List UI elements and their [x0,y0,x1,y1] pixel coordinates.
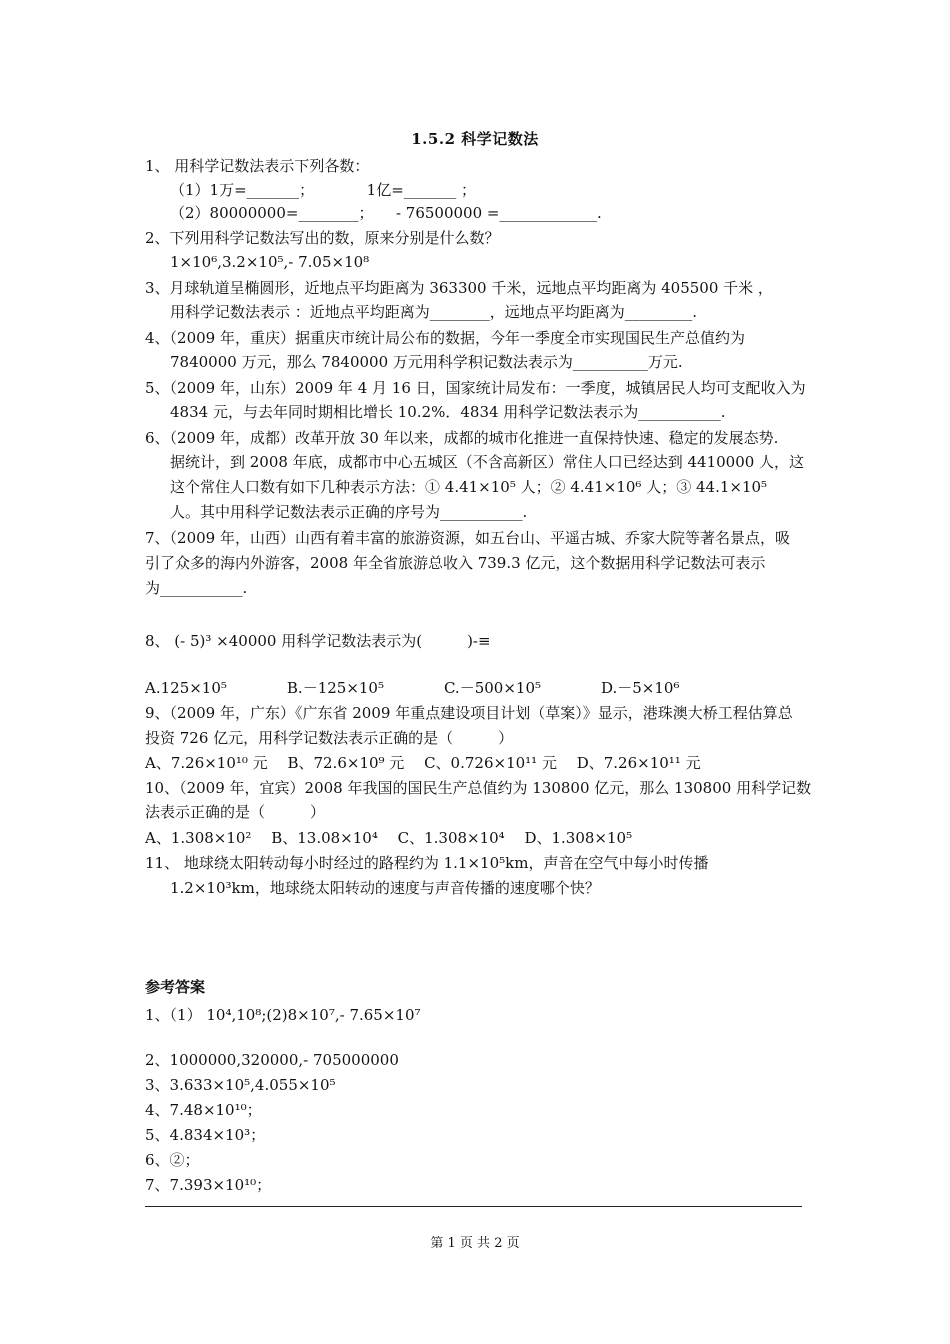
q8-options: A.125×10⁵ B.－125×10⁵ C.－500×10⁵ D.－5×10⁶ [145,679,680,697]
q1-part1: （1）1万=_______； 1亿=_______ ； [170,181,477,199]
answer-3: 3、3.633×10⁵,4.055×10⁵ [145,1076,336,1094]
page-footer: 第 1 页 共 2 页 [430,1236,520,1251]
page-title: 1.5.2 科学记数法 [411,130,539,148]
q1-stem: 1、 用科学记数法表示下列各数： [145,157,370,175]
q2-stem: 2、下列用科学记数法写出的数，原来分别是什么数？ [145,229,500,247]
q11-line2: 1.2×10³km，地球绕太阳转动的速度与声音传播的速度哪个快？ [170,879,600,897]
q7-line3: 为___________. [145,579,248,597]
q10-options: A、1.308×10² B、13.08×10⁴ C、1.308×10⁴ D、1.308×10⁵ [145,829,633,847]
q6-line3: 这个常住人口数有如下几种表示方法：① 4.41×10⁵ 人；② 4.41×10⁶ 人；③ 44.1×10⁵ [170,478,768,496]
q7-line1: 7、（2009 年，山西）山西有着丰富的旅游资源，如五台山、平遥古城、乔家大院等著名景点，吸 [145,529,790,547]
answer-4: 4、7.48×10¹⁰； [145,1101,262,1119]
q9-options: A、7.26×10¹⁰ 元 B、72.6×10⁹ 元 C、0.726×10¹¹ 元 D、7.26×10¹¹ 元 [145,754,701,772]
q9-line1: 9、（2009 年，广东）《广东省 2009 年重点建设项目计划（草案）》显示，港珠澳大桥工程估算总 [145,704,793,722]
q5-line1: 5、（2009 年，山东）2009 年 4 月 16 日，国家统计局发布：一季度，城镇居民人均可支配收入为 [145,379,806,397]
answers-heading: 参考答案 [145,978,206,996]
q8-stem: 8、 (- 5)³ ×40000 用科学记数法表示为( )-≡ [145,632,491,650]
answer-5: 5、4.834×10³； [145,1126,266,1144]
q6-line1: 6、（2009 年，成都）改革开放 30 年以来，成都的城市化推进一直保持快速、稳定的发展态势. [145,429,779,447]
answer-6: 6、②； [145,1151,200,1169]
footer-divider [145,1206,802,1207]
q3-line2: 用科学记数法表示 ：近地点平均距离为________，远地点平均距离为_________. [170,303,698,321]
answer-7: 7、7.393×10¹⁰； [145,1176,272,1194]
answer-2: 2、1000000,320000,- 705000000 [145,1051,399,1069]
q1-part2: （2）80000000=________； - 76500000 =_____________. [170,204,602,222]
q6-line2: 据统计，到 2008 年底，成都市中心五城区（不含高新区）常住人口已经达到 4410000 人，这 [170,453,805,471]
q9-line2: 投资 726 亿元，用科学记数法表示正确的是（ ） [145,729,514,747]
q10-line2: 法表示正确的是（ ） [145,803,326,821]
q7-line2: 引了众多的海内外游客，2008 年全省旅游总收入 739.3 亿元，这个数据用科学记数法可表示 [145,554,766,572]
q11-line1: 11、 地球绕太阳转动每小时经过的路程约为 1.1×10⁵km，声音在空气中每小时传播 [145,854,709,872]
q4-line2: 7840000 万元，那么 7840000 万元用科学积记数法表示为__________万元. [170,353,683,371]
q2-expression: 1×10⁶,3.2×10⁵,- 7.05×10⁸ [170,253,370,271]
q3-line1: 3、月球轨道呈椭圆形，近地点平均距离为 363300 千米，远地点平均距离为 405500 千米 ， [145,279,773,297]
q5-line2: 4834 元，与去年同时期相比增长 10.2%．4834 用科学记数法表示为___________. [170,403,726,421]
q4-line1: 4、（2009 年，重庆）据重庆市统计局公布的数据，今年一季度全市实现国民生产总值约为 [145,329,745,347]
q10-line1: 10、（2009 年，宜宾）2008 年我国的国民生产总值约为 130800 亿元，那么 130800 用科学记数 [145,779,812,797]
q6-line4: 人。其中用科学记数法表示正确的序号为___________. [170,503,528,521]
answer-1: 1、（1） 10⁴,10⁸;(2)8×10⁷,- 7.65×10⁷ [145,1006,421,1024]
